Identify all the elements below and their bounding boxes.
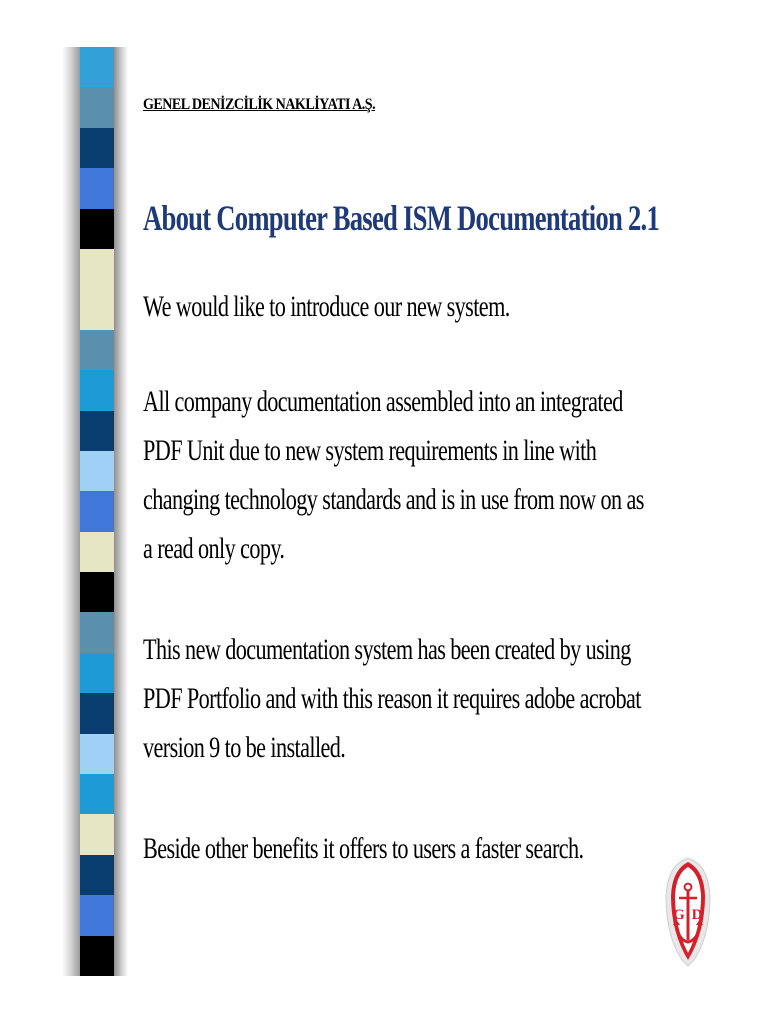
logo-letter-d: D: [691, 907, 703, 923]
stripe-segment: [80, 330, 114, 370]
paragraph-line: PDF Unit due to new system requirements in line with: [143, 434, 597, 467]
paragraph-system: [143, 625, 641, 772]
paragraph-line: Beside other benefits it offers to users a faster search.: [143, 832, 584, 865]
stripe-left-shadow: [62, 47, 80, 976]
stripe-segment: [80, 774, 114, 814]
stripe-segment: [80, 653, 114, 693]
stripe-segment: [80, 370, 114, 410]
stripe-right-shadow: [114, 47, 128, 976]
stripe-segment: [80, 612, 114, 652]
stripe-segment: [80, 855, 114, 895]
company-logo: [664, 856, 712, 970]
stripe-segment: [80, 491, 114, 531]
stripe-segment: [80, 451, 114, 491]
stripe-segment: [80, 87, 114, 127]
paragraph-line: All company documentation assembled into an integrated: [143, 385, 623, 418]
paragraph-line: PDF Portfolio and with this reason it requires adobe acrobat: [143, 682, 641, 715]
paragraph-line: version 9 to be installed.: [143, 731, 346, 764]
stripe-segment: [80, 249, 114, 289]
company-header: GENEL DENİZCİLİK NAKLİYATI A.Ş.: [143, 96, 376, 113]
stripe-segment: [80, 209, 114, 249]
page-title: About Computer Based ISM Documentation 2.1: [143, 198, 660, 238]
stripe-segment: [80, 289, 114, 329]
stripe-segment: [80, 128, 114, 168]
stripe-segment: [80, 936, 114, 976]
paragraph-line: a read only copy.: [143, 532, 285, 565]
stripe-segment: [80, 895, 114, 935]
stripe-segment: [80, 532, 114, 572]
paragraph-intro: [143, 282, 510, 331]
stripe-segment: [80, 572, 114, 612]
logo-letter-g: G: [673, 907, 685, 923]
paragraph-line: This new documentation system has been created by using: [143, 633, 631, 666]
stripe-segment: [80, 168, 114, 208]
stripe-segment: [80, 814, 114, 854]
stripe-segment: [80, 47, 114, 87]
paragraph-line: changing technology standards and is in use from now on as: [143, 483, 644, 516]
stripe-segment: [80, 411, 114, 451]
paragraph-benefits: [143, 824, 584, 873]
stripe-segment: [80, 693, 114, 733]
anchor-icon: [664, 856, 712, 970]
paragraph-line: We would like to introduce our new system.: [143, 290, 510, 323]
stripe-segment: [80, 734, 114, 774]
decorative-stripe: [80, 47, 114, 976]
paragraph-documentation: [143, 377, 644, 573]
